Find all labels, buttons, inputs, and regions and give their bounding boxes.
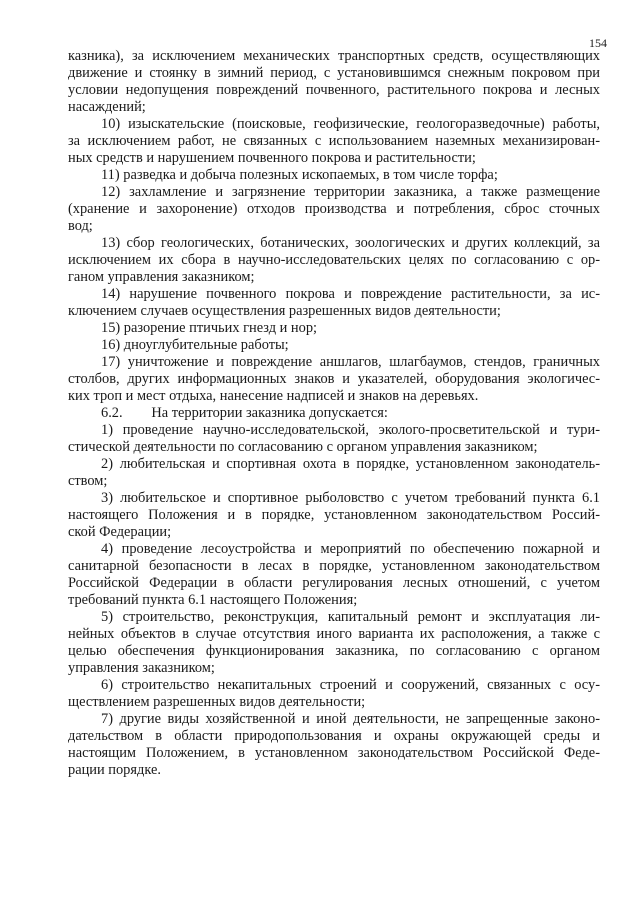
list-item-14: 14) нарушение почвенного покрова и повреждение растительности, за ис- [101, 286, 600, 302]
text-line: ных средств и нарушением почвенного покрова и растительности; [68, 150, 476, 166]
text-line: стической деятельности по согласованию с органом управления заказником; [68, 439, 538, 455]
page-number: 154 [589, 36, 607, 50]
list-item-6: 6) строительство некапитальных строений и сооружений, связанных с осу- [101, 677, 600, 693]
text-line: дательством в области природопользования и охраны окружающей среды и [68, 728, 600, 744]
text-line: ской Федерации; [68, 524, 172, 540]
text-line: ганом управления заказником; [68, 269, 255, 285]
list-item-17: 17) уничтожение и повреждение аншлагов, шлагбаумов, стендов, граничных [101, 354, 600, 370]
list-item-4: 4) проведение лесоустройства и мероприятий по обеспечению пожарной и [101, 541, 600, 557]
text-line: условии недопущения повреждений почвенного, растительного покрова и лесных [68, 82, 600, 98]
text-line: настоящим Положением, в установленном законодательством Российской Феде- [68, 745, 600, 761]
text-line: насаждений; [68, 99, 146, 115]
text-line: Российской Федерации в области регулирования лесных отношений, с учетом [68, 575, 600, 591]
text-line: ких троп и мест отдыха, нанесение надписей и знаков на деревьях. [68, 388, 479, 404]
text-line: вод; [68, 218, 93, 234]
text-line: рации порядке. [68, 762, 161, 778]
text-line: (хранение и захоронение) отходов производства и потребления, сброс сточных [68, 201, 600, 217]
document-body [68, 48, 600, 779]
text-line: ществлением разрешенных видов деятельности; [68, 694, 366, 710]
text-line: нейных объектов в случае отсутствия иного варианта их расположения, а также с [68, 626, 600, 642]
text-line: за исключением работ, не связанных с использованием наземных механизирован- [68, 133, 600, 149]
list-item-3: 3) любительское и спортивное рыболовство с учетом требований пункта 6.1 [101, 490, 600, 506]
list-item-7: 7) другие виды хозяйственной и иной деятельности, не запрещенные законо- [101, 711, 600, 727]
text-line: ключением случаев осуществления разрешенных видов деятельности; [68, 303, 501, 319]
list-item-11: 11) разведка и добыча полезных ископаемых, в том числе торфа; [101, 167, 498, 183]
list-item-16: 16) дноуглубительные работы; [101, 337, 289, 353]
text-line: настоящего Положения и в порядке, установленном законодательством Россий- [68, 507, 600, 523]
text-line: управления заказником; [68, 660, 215, 676]
list-item-10: 10) изыскательские (поисковые, геофизические, геологоразведочные) работы, [101, 116, 600, 132]
list-item-1: 1) проведение научно-исследовательской, эколого-просветительской и тури- [101, 422, 600, 438]
text-line: санитарной безопасности в лесах в порядке, установленном законодательством [68, 558, 600, 574]
list-item-2: 2) любительская и спортивная охота в порядке, установленном законодатель- [101, 456, 600, 472]
text-line: движение и стоянку в зимний период, с установившимся снежным покровом при [68, 65, 600, 81]
text-line: казника), за исключением механических транспортных средств, осуществляющих [68, 48, 600, 64]
text-line: целью обеспечения функционирования заказника, по согласованию с органом [68, 643, 600, 659]
list-item-5: 5) строительство, реконструкция, капитальный ремонт и эксплуатация ли- [101, 609, 600, 625]
text-line: столбов, других информационных знаков и указателей, оборудования экологичес- [68, 371, 600, 387]
text-line: ством; [68, 473, 108, 489]
list-item-13: 13) сбор геологических, ботанических, зоологических и других коллекций, за [101, 235, 600, 251]
section-heading-6-2: 6.2. На территории заказника допускается: [101, 405, 388, 421]
list-item-15: 15) разорение птичьих гнезд и нор; [101, 320, 318, 336]
text-line: требований пункта 6.1 настоящего Положения; [68, 592, 358, 608]
list-item-12: 12) захламление и загрязнение территории заказника, а также размещение [101, 184, 600, 200]
text-line: исключением их сбора в научно-исследовательских целях по согласованию с ор- [68, 252, 600, 268]
